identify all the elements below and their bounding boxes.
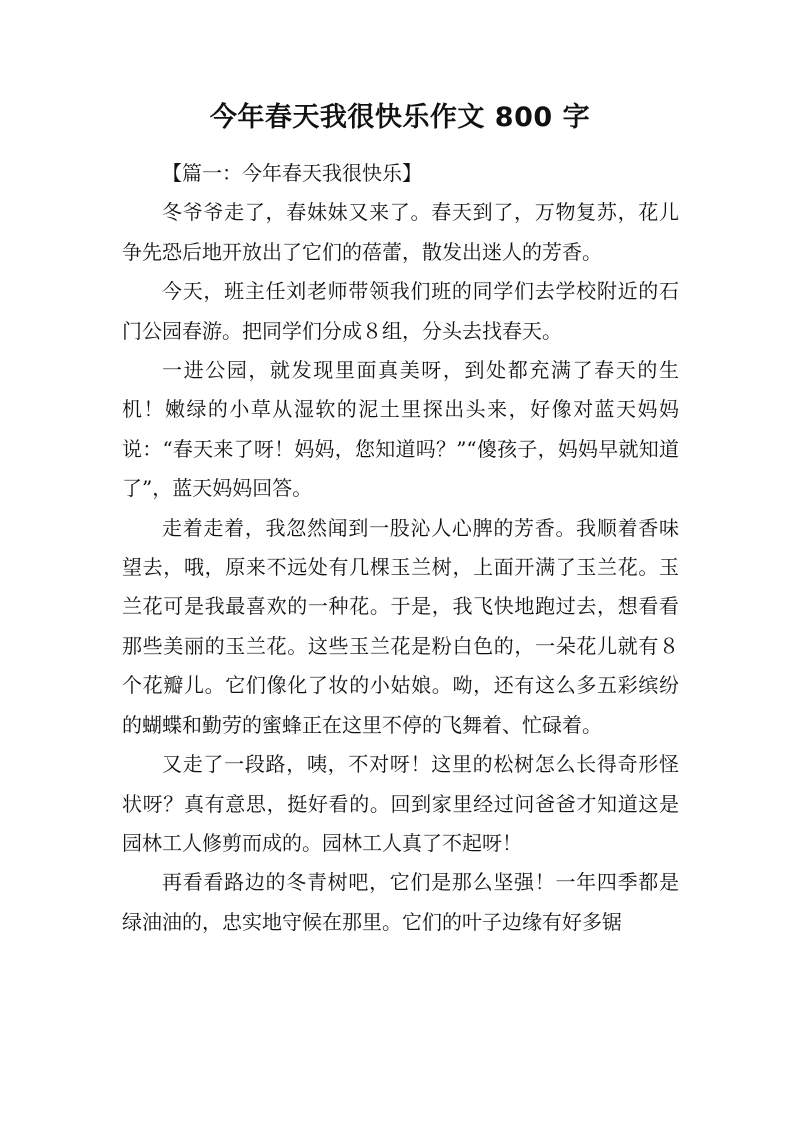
paragraph-2: 今天，班主任刘老师带领我们班的同学们去学校附近的石门公园春游。把同学们分成８组，分头去找春天。: [122, 279, 679, 343]
paragraph-5: 又走了一段路，咦，不对呀！这里的松树怎么长得奇形怪状呀？真有意思，挺好看的。回到家里经过问爸爸才知道这是园林工人修剪而成的。园林工人真了不起呀！: [122, 752, 679, 855]
paragraph-3: 一进公园，就发现里面真美呀，到处都充满了春天的生机！嫩绿的小草从湿软的泥土里探出头来，好像对蓝天妈妈说：“春天来了呀！妈妈，您知道吗？”“傻孩子，妈妈早就知道了”，蓝天妈妈回答。: [122, 358, 679, 501]
paragraph-6: 再看看路边的冬青树吧，它们是那么坚强！一年四季都是绿油油的，忠实地守候在那里。它们的叶子边缘有好多锯: [122, 870, 679, 934]
document-title: 今年春天我很快乐作文 800 字: [209, 102, 591, 133]
paragraph-4: 走着走着，我忽然闻到一股沁人心脾的芳香。我顺着香味望去，哦，原来不远处有几棵玉兰树，上面开满了玉兰花。玉兰花可是我最喜欢的一种花。于是，我飞快地跑过去，想看看那些美丽的玉兰花。这些玉兰花是粉白色的，一朵花儿就有８个花瓣儿。它们像化了妆的小姑娘。呦，还有这么多五彩缤纷的蝴蝶和勤劳的蜜蜂正在这里不停的飞舞着、忙碌着。: [122, 515, 679, 737]
document-body: [122, 154, 679, 942]
section-heading: 【篇一：今年春天我很快乐】: [162, 161, 422, 185]
paragraph-1: 冬爷爷走了，春妹妹又来了。春天到了，万物复苏，花儿争先恐后地开放出了它们的蓓蕾，散发出迷人的芳香。: [122, 200, 679, 264]
